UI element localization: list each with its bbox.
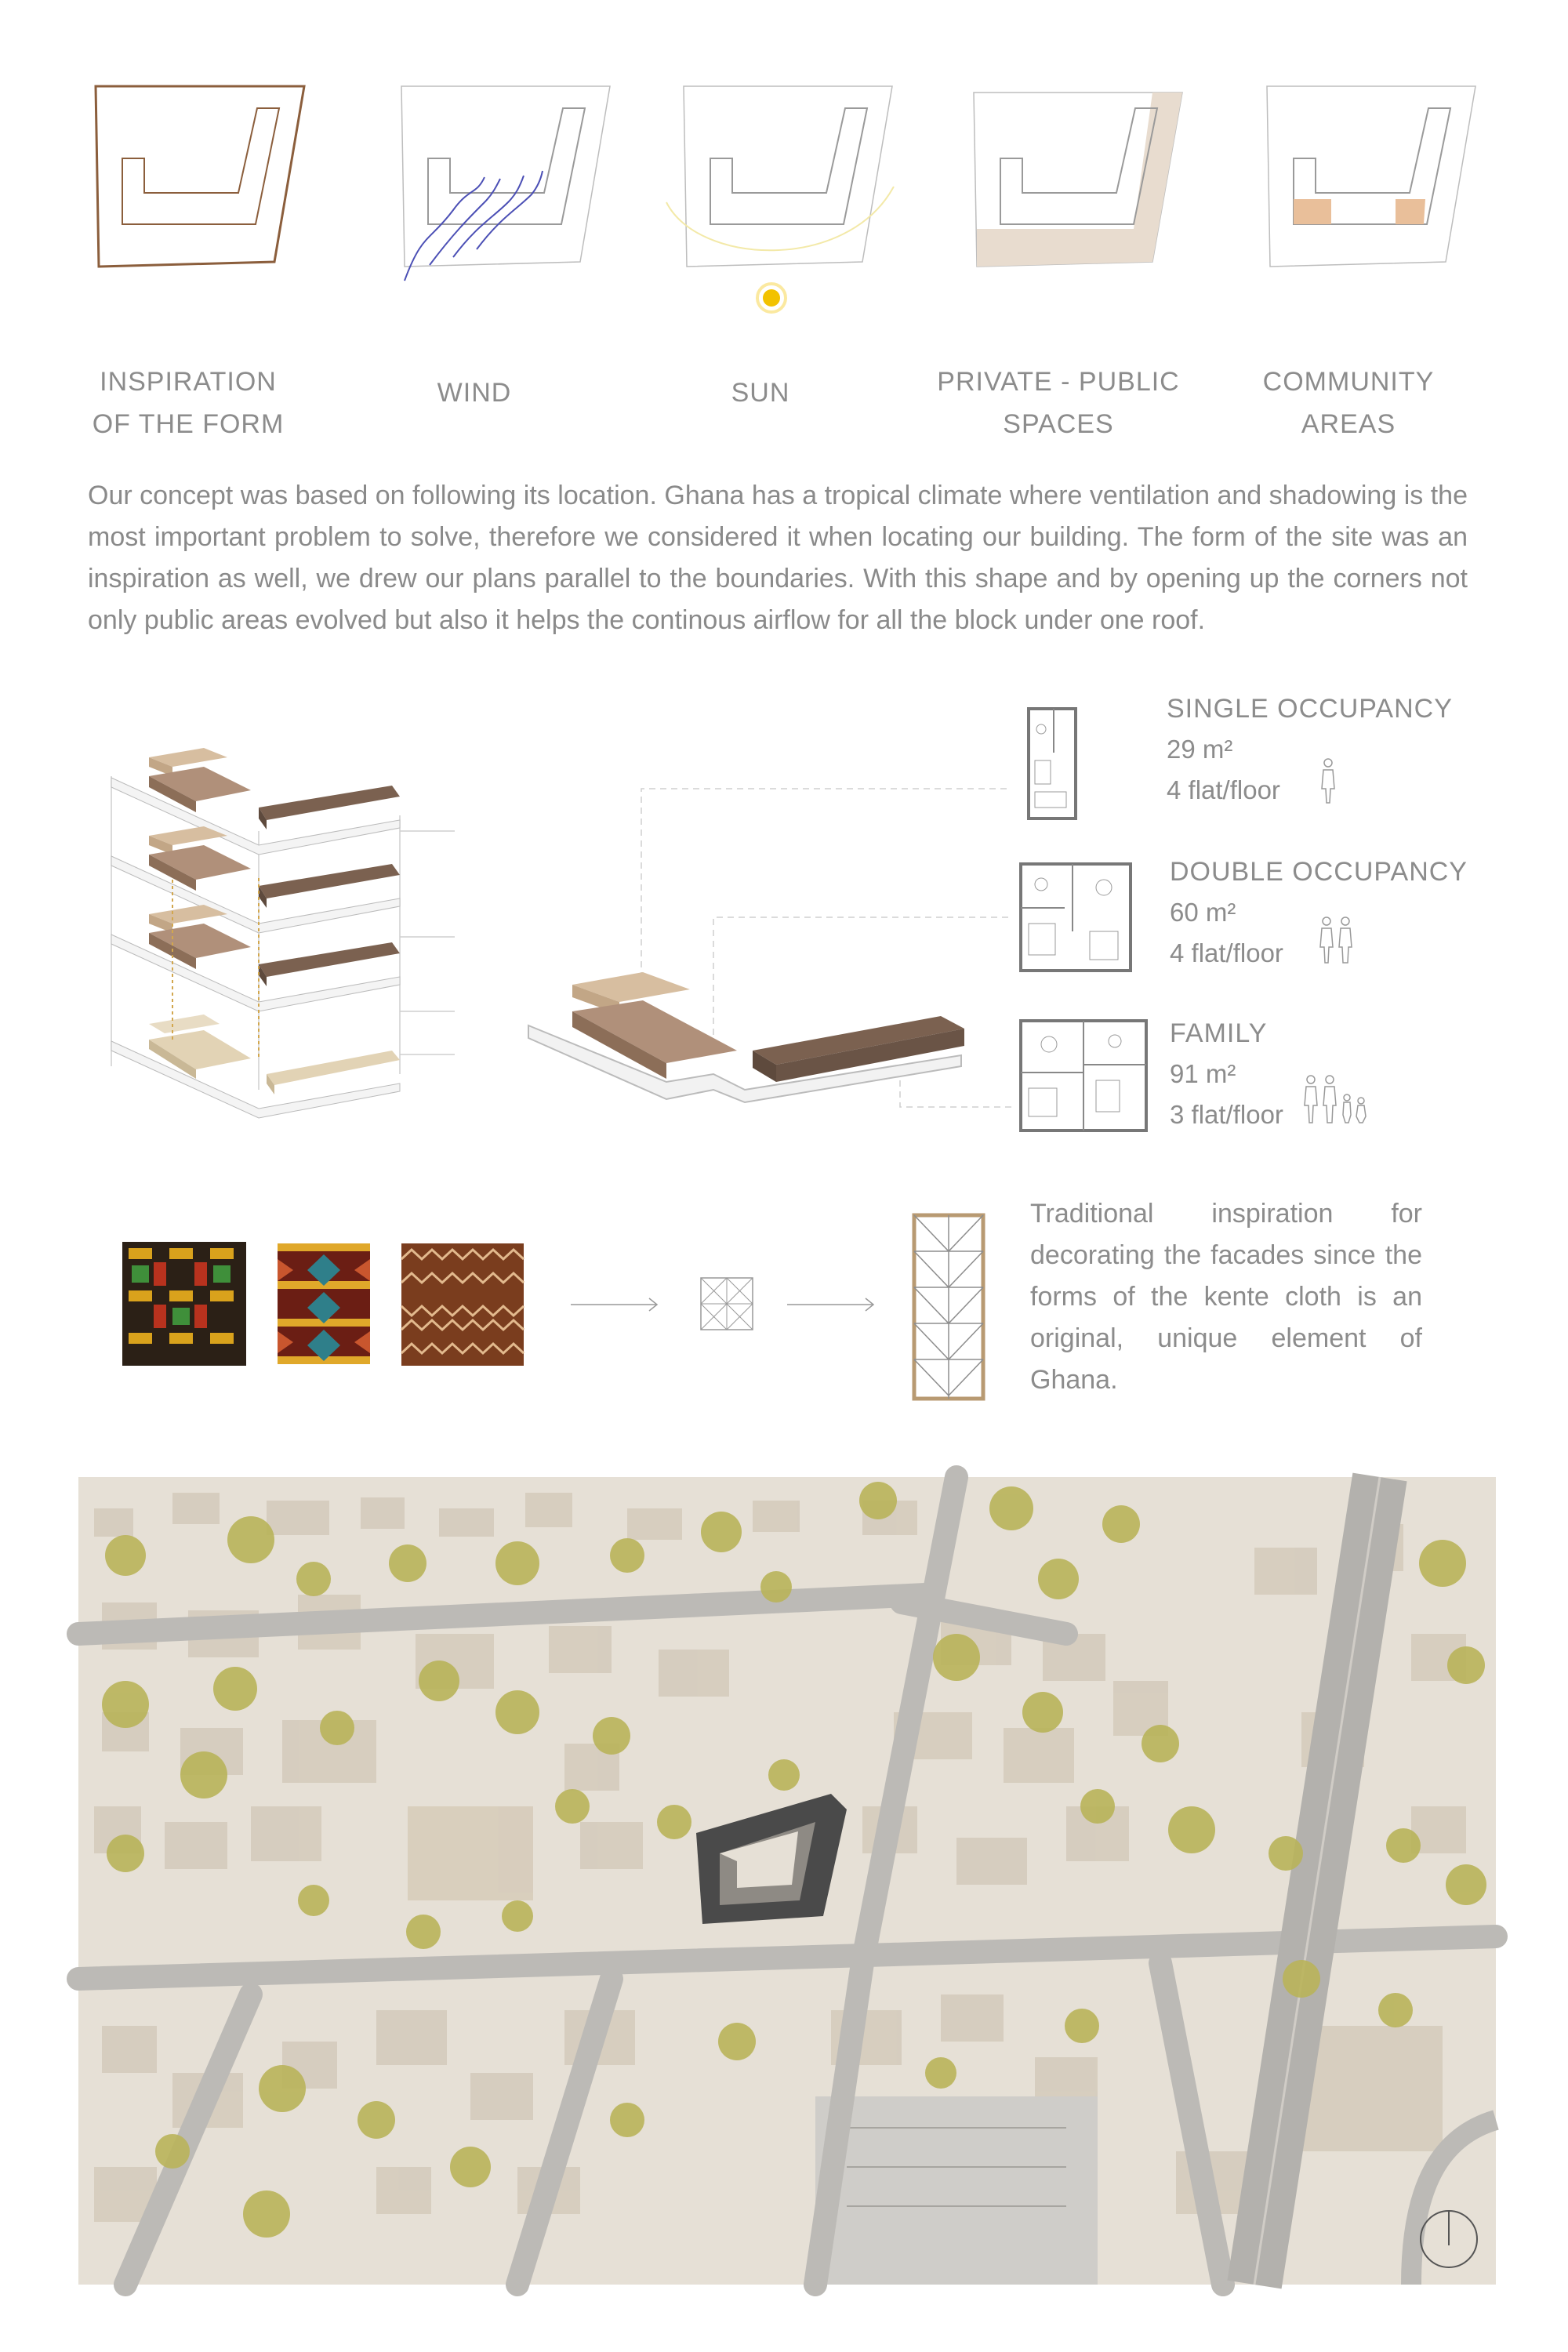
private-public-diagram <box>971 85 1190 273</box>
facade-elevation <box>911 1214 986 1400</box>
concept-paragraph: Our concept was based on following its location. Ghana has a tropical climate where ventilation and shadowing is the most important problem to solve, therefore we considered it when locating our building. The form of the site was an inspiration as well, we drew our plans parallel to the boundaries. With this shape and by opening up the corners not only public areas evolved but also it helps the continous airflow for all the block under one roof. <box>88 481 1468 635</box>
kente-description: Traditional inspiration for decorating the facades since the forms of the kente cloth is an original, unique element of Ghana. <box>1030 1199 1422 1395</box>
caption-community: COMMUNITY AREAS <box>1262 367 1435 439</box>
single-occupancy-area: 29 m² <box>1167 735 1233 764</box>
wind-diagram <box>398 85 618 289</box>
family-title: FAMILY <box>1170 1018 1268 1048</box>
caption-sun: SUN <box>731 378 790 408</box>
kente-pattern-3 <box>401 1243 524 1366</box>
community-areas-diagram <box>1264 85 1483 273</box>
exploded-floors-axonometric <box>102 745 470 1113</box>
caption-private-public: PRIVATE - PUBLIC SPACES <box>937 367 1180 439</box>
family-plan <box>1018 1018 1151 1135</box>
arrow-right-icon <box>787 1295 878 1314</box>
two-persons-icon <box>1317 916 1356 966</box>
double-occupancy-count: 4 flat/floor <box>1170 938 1283 967</box>
single-occupancy-count: 4 flat/floor <box>1167 775 1280 804</box>
caption-form: INSPIRATION OF THE FORM <box>92 367 285 439</box>
kente-pattern-1 <box>122 1242 246 1366</box>
kente-pattern-2 <box>278 1243 370 1364</box>
form-inspiration-diagram <box>93 85 312 273</box>
pattern-module-icon <box>699 1276 754 1331</box>
sun-diagram <box>666 85 902 320</box>
single-occupancy-plan <box>1025 706 1080 823</box>
family-icon <box>1301 1074 1372 1126</box>
caption-wind: WIND <box>437 378 512 408</box>
arrow-right-icon <box>571 1295 662 1314</box>
family-area: 91 m² <box>1170 1059 1236 1088</box>
double-occupancy-plan <box>1018 861 1135 975</box>
double-occupancy-title: DOUBLE OCCUPANCY <box>1170 857 1468 887</box>
single-occupancy-title: SINGLE OCCUPANCY <box>1167 694 1453 724</box>
site-map <box>78 1477 1496 2285</box>
double-occupancy-area: 60 m² <box>1170 898 1236 927</box>
sun-icon <box>763 289 780 307</box>
floor-axonometric <box>525 784 1043 1129</box>
single-person-icon <box>1319 757 1338 804</box>
family-count: 3 flat/floor <box>1170 1100 1283 1129</box>
